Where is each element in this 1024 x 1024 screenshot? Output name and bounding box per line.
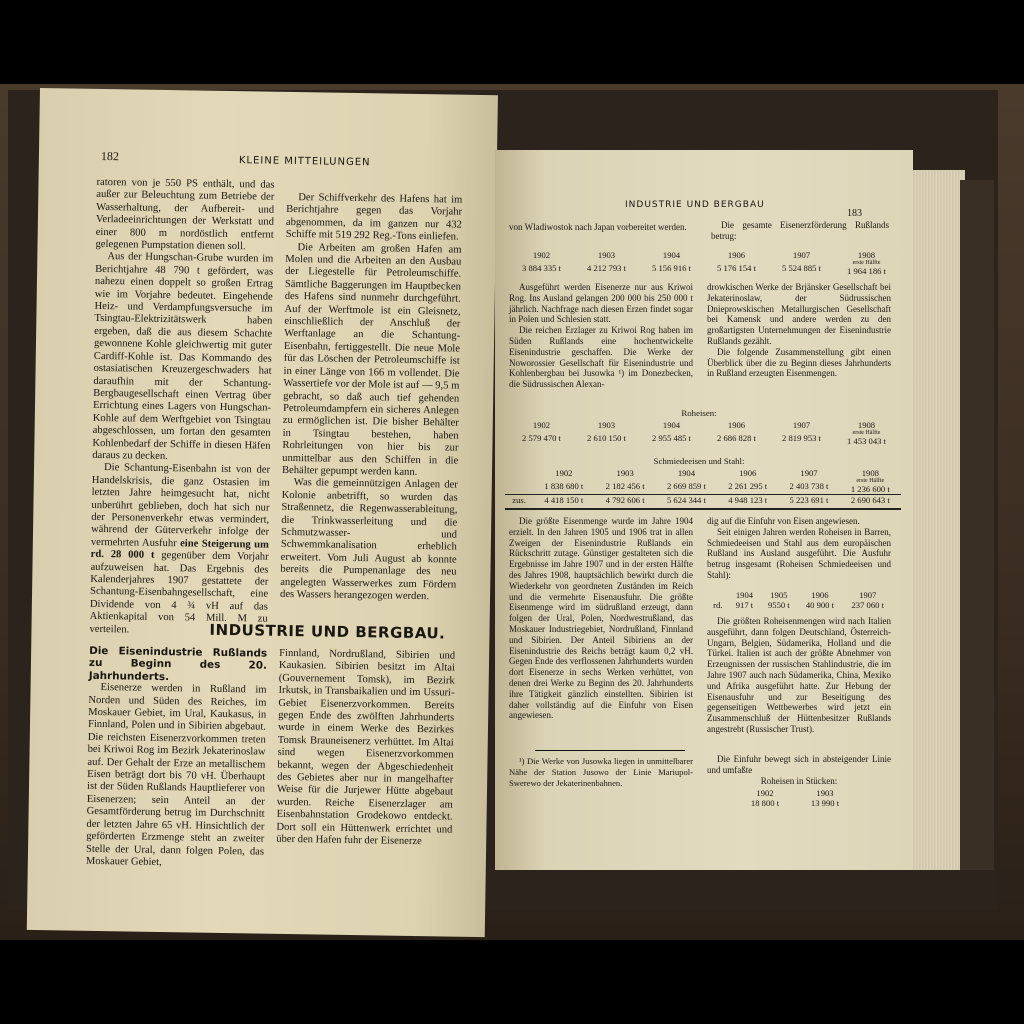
page-edges — [905, 170, 965, 870]
right-page — [495, 150, 913, 870]
left-column-2 — [280, 192, 462, 604]
table-sum-row: zus. 4 418 150 t 4 792 606 t 5 624 344 t 4 948 123 t 5 223 691 t 2 690 643 t — [512, 495, 890, 505]
low-right-text-2: Die größten Roheisenmengen wird nach Italien ausgeführt, dann folgen Deutschland, Österreich-Ungarn, Belgien, Südamerika, Holland und die Türkei. Italien ist auch der größte Abnehmer von Erzeugnissen der russischen Stahlindustrie, die im Jahre 1907 auch nach Südamerika, China, Mexiko und Afrika ausgeführt hatte. Zur Hebung der Eisenausfuhr und zur Beseitigung des gegenseitigen Wettbewerbes wird jetzt ein Zusammenschluß der Hüttenbesitzer Rußlands angestrebt (Russischer Trust). — [707, 616, 891, 734]
left-column-1 — [89, 177, 274, 639]
footnote: ¹) Die Werke von Jusowka liegen in unmittelbarer Nähe der Station Jusowo der Linie Mariupol-Swerewo der Jekaterinenbahnen. — [509, 756, 693, 788]
footnote-rule — [535, 750, 685, 751]
paragraph: Der Schiffverkehr des Hafens hat im Berichtjahre gegen das Vorjahr abgenommen, da im ganzen nur 432 Schiffe mit 519 292 Reg.-Tons einliefen. — [285, 192, 463, 243]
table-row: 1904 1905 1906 1907 — [735, 590, 877, 600]
sub-heading: Die Eisenindustrie Rußlands zu Beginn des 20. Jahrhunderts. — [88, 644, 268, 683]
table-roheisen — [509, 420, 899, 446]
caption-schmiedeeisen: Schmiedeeisen und Stahl: — [653, 456, 745, 466]
low-right-text-3: Die Einfuhr bewegt sich in absteigender Linie und umfaßte — [707, 754, 891, 775]
table-einfuhr — [735, 788, 855, 808]
paragraph: Was die gemeinnützigen Anlagen der Kolonie anbetrifft, so wurden das Straßennetz, die Regenwasserableitung, die Trinkwasserleitung und die Schmutzwasser- und Schwemmkanalisation erheblich erweitert. Vom Juli August ab konnte bereits die Pumpenanlage des neu angelegten Wasserwerkes zum Fördern des Wassers herangezogen werden. — [279, 477, 458, 603]
low-right-text: dig auf die Einfuhr von Eisen angewiesen. Seit einigen Jahren werden Roheisen in Barren, Schmiedeeisen und Stahl aus dem europäischen Rußland ins Ausland ausgeführt. Die Ausfuhr betrug insgesamt (Roheisen Schmiedeeisen und Stahl): — [707, 516, 891, 580]
table-row: 1902 1903 1904 1906 1907 1908 — [532, 420, 876, 430]
caption-roheisen-stuecken: Roheisen in Stücken: — [760, 776, 838, 786]
table-row: 18 800 t 13 990 t — [750, 798, 840, 808]
table-row: 1902 1903 1904 1906 1907 1908 — [555, 468, 879, 478]
paragraph: ratoren von je 550 PS enthält, und das außer zur Beleuchtung zum Betriebe der Wasserhaltung, der Aufbereit- und Verladeeinrichtungen der Werkstatt und einer 800 m nordöstlich entfernt gelegenen Pumpstation dienen soll. — [95, 176, 275, 253]
mid-left-text: Ausgeführt werden Eisenerze nur aus Kriwoi Rog. Ins Ausland gelangen 200 000 bis 250 000 t jährlich. Nachfrage nach diesen Erzen findet sogar in Polen und Schlesien statt. Die reichen Erzlager zu Kriwoi Rog haben im Süden Rußlands eine hochentwickelte Eisenindustrie geschaffen. Die Werke der Noworossier Gesellschaft für Eisenindustrie und Kohlenbergbau bei Jusowka ¹) im Donezbecken, die Südrussischen Alexan- — [509, 282, 693, 390]
bottom-black-band — [0, 940, 1024, 1024]
intro-right: Die gesamte Eisenerzförderung Rußlands betrug: — [711, 220, 889, 241]
intro-left: von Wladiwostok nach Japan vorbereitet werden. — [509, 222, 687, 232]
left-column-1b — [86, 645, 267, 871]
book-spine-edge — [960, 180, 994, 870]
left-page — [27, 88, 498, 937]
low-left-text: Die größte Eisenmenge wurde im Jahre 1904 erzielt. In den Jahren 1905 und 1906 trat in allen Zweigen der Eisenindustrie Rußlands ein Rückschritt zutage. Günstiger gestalteten sich die Ergebnisse im Jahre 1907 und in der ersten Hälfte des Jahres 1908, hauptsächlich bewirkt durch die Wiederkehr von geordneten Zuständen im Reich und die vermehrte Eisenausfuhr. Die größte Eisenmenge wird im südrußland erzeugt, dann folgen der Ural, Polen, Nordwestrußland, das Moskauer Industriegebiet, Nordrußland, Finnland und Sibirien. Der Anteil Sibiriens an der Eisenindustrie des Reichs beträgt kaum 0,2 vH. Gegen Ende des verflossenen Jahrhunderts wurden dort Eisenerze in sechs Werken verhüttet, von denen drei Werke zu Beginn des 20. Jahrhunderts ihre Tätigkeit gänzlich einstellten. Sibirien ist daher vollständig auf die Einfuhr von Eisen angewiesen. — [509, 516, 693, 721]
paragraph: Aus der Hungschan-Grube wurden im Berichtjahre 48 790 t gefördert, was nahezu einen doppelt so großen Ertrag wie im Vorjahre bedeutet. Eingehende Heiz- und Verdampfungsversuche im Tsingtau-Elektrizitätswerk haben ergeben, daß die aus diesem Schachte gewonnene Kohle gleichwertig mit guter Cardiff-Kohle ist. Das Kommando des ostasiatischen Kreuzergeschwaders hat daraufhin mit der Schantung-Bergbaugesellschaft einen Vertrag über Errichtung eines Lagers von Hungschan-Kohle auf dem Werftgebiet von Tsingtau abgeschlossen, um fortan den gesamten Kohlenbedarf der Schiffe in diesen Häfen daraus zu decken. — [92, 251, 274, 462]
paragraph: Die Schantung-Eisenbahn ist von der Handelskrisis, die ganz Ostasien im letzten Jahre heimgesucht hat, nicht unberührt geblieben, doch hat sich nur der Personenverkehr etwas vermindert, während der Güterverkehr infolge der vermehrten Ausfuhr eine Steigerung um rd. 28 000 t gegenüber dem Vorjahr aufzuweisen hat. Das Ergebnis des Kalenderjahres 1907 gestattete der Schantung-Eisenbahngesellschaft, eine Dividende von 4 ¾ vH auf das Aktienkapital von 54 Mill. M zu verteilen. — [89, 462, 271, 636]
table-row: 1902 1903 — [756, 788, 834, 798]
paragraph: Die Arbeiten am großen Hafen am Molen und die Arbeiten an den Ausbau der Liegestelle für Petroleumschiffe. Sämtliche Baggerungen im Hauptbecken des Hafens sind nunmehr durchgeführt. Auf der Werftmole ist ein Gleisnetz, einschließlich der Anschluß der Werftanlage an die Schantung-Eisenbahn, fertiggestellt. Die neue Mole für das Löschen der Petroleumschiffe ist in einer Länge von 166 m vollendet. Die Wassertiefe vor der Mole ist auf — 9,5 m gebracht, so daß auch tief gehenden Petroleumdampfern ein sicheres Anlegen zu ermöglichen ist. Die bisher Behälter in Tsingtau bestehen, haben Rohrleitungen von hier bis zur unmittelbar aus den Schiffen in die Behälter gepumpt werden kann. — [281, 241, 462, 478]
caption-roheisen: Roheisen: — [681, 408, 717, 418]
running-header: KLEINE MITTEILUNGEN — [238, 155, 371, 169]
table-row: 1 838 680 t 2 182 456 t 2 669 859 t 2 261 295 t 2 403 738 t erste Hälfte 1 236 600 t — [505, 478, 901, 495]
running-header: INDUSTRIE UND BERGBAU — [625, 200, 765, 210]
table-eisenerz — [509, 250, 899, 276]
table-row: rd. 917 t 9550 t 40 900 t 237 060 t — [713, 600, 884, 610]
page-number: 182 — [100, 148, 120, 164]
page-number: 183 — [847, 208, 862, 219]
section-title: INDUSTRIE UND BERGBAU. — [209, 620, 446, 643]
left-column-2b — [276, 648, 455, 849]
table-row: 3 884 335 t 4 212 793 t 5 156 916 t 5 176 154 t 5 524 885 t erste Hälfte 1 964 186 t — [522, 260, 886, 276]
table-ausfuhr — [707, 590, 893, 610]
table-row: 1902 1903 1904 1906 1907 1908 — [532, 250, 876, 260]
paragraph: Finnland, Nordrußland, Sibirien und Kaukasien. Sibirien besitzt im Altai (Gouvernement Tomsk), im Bezirk Irkutsk, in Transbaikalien und im Ussuri-Gebiet Eisenerzvorkommen. Bereits gegen Ende des zwölften Jahrhunderts wurde in einem Werke des Bezirkes Tomsk Brauneisenerz verhüttet. Im Altai sind wegen Eisenerzvorkommen bekannt, wegen der Abgeschiedenheit des Gebietes aber nur in mangelhafter Weise für die Jurjewer Hütte abgebaut wurden. Reiche Eisenerzlager am Eisenbahnstation Grodekowo entdeckt. Dort soll ein Hüttenwerk errichtet und über den Hafen fuhr der Eisenerze — [276, 647, 456, 848]
table-schmiedeeisen — [505, 468, 901, 505]
table-rule — [505, 508, 901, 510]
table-row: 2 579 470 t 2 610 150 t 2 955 485 t 2 686 828 t 2 819 953 t erste Hälfte 1 453 043 t — [522, 430, 886, 446]
mid-right-text: drowkischen Werke der Brjänsker Gesellschaft bei Jekaterinoslaw, der Südrussischen Dnieprowskischen Metallurgischen Gesellschaft bei Kamensk und andere werden zu den großartigsten Unternehmungen der Eisenindustrie Rußlands gezählt. Die folgende Zusammenstellung gibt einen Überblick über die zu Beginn dieses Jahrhunderts in Rußland erzeugten Eisenmengen. — [707, 282, 891, 379]
paragraph: Eisenerze werden in Rußland im Norden und Süden des Reiches, im Moskauer Gebiet, im Ural, Kaukasus, in Finnland, Polen und in Sibirien abgebaut. Die reichsten Eisenerzvorkommen treten bei Kriwoi Rog im Bezirk Jekaterinoslaw auf. Der Gehalt der Erze an metallischem Eisen beträgt dort bis 70 vH. Überhaupt ist der Süden Rußlands Hauptlieferer von Eisenerzen; sein Anteil an der Gesamtförderung betrug im Durchschnitt der letzten Jahre 65 vH. Hinsichtlich der geförderten Erzmenge steht an zweiter Stelle der Ural, dann folgen Polen, das Moskauer Gebiet, — [85, 682, 267, 868]
